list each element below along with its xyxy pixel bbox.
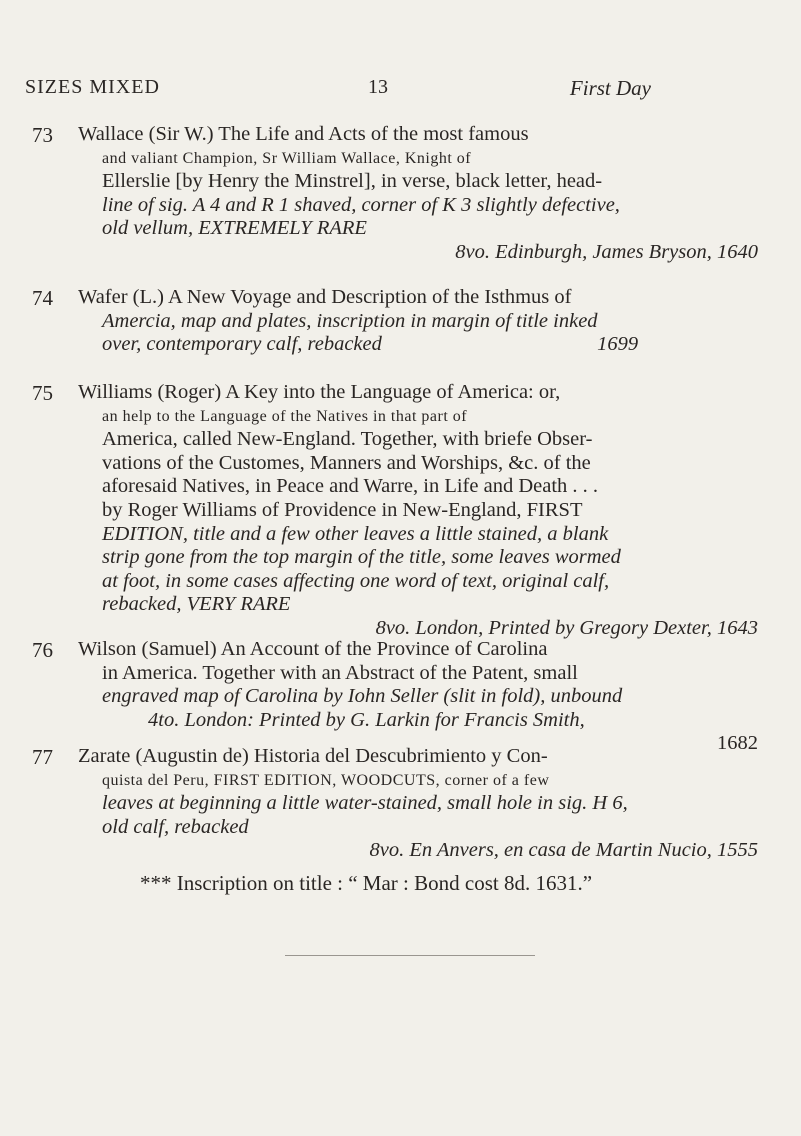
lot-description xyxy=(78,638,778,756)
lot-line: leaves at beginning a little water-stained, small hole in sig. H 6, xyxy=(102,792,628,815)
running-head-right: First Day xyxy=(569,76,651,100)
lot-description xyxy=(78,123,778,265)
lot-line: Zarate (Augustin de) Historia del Descubrimiento y Con- xyxy=(78,745,548,767)
lot-line: Amercia, map and plates, inscription in margin of title inked xyxy=(102,309,598,332)
lot-imprint: 8vo. Edinburgh, James Bryson, 1640 xyxy=(455,240,758,263)
lot-number: 77 xyxy=(32,745,53,769)
lot-line: line of sig. A 4 and R 1 shaved, corner of K 3 slightly defective, xyxy=(102,193,620,216)
lot-number: 75 xyxy=(32,381,53,405)
lot-imprint: 8vo. London, Printed by Gregory Dexter, 1643 xyxy=(375,616,758,639)
lot-line: in America. Together with an Abstract of the Patent, small xyxy=(102,661,578,684)
lot-note: *** Inscription on title : “ Mar : Bond cost 8d. 1631.” xyxy=(140,871,593,895)
lot-line: by Roger Williams of Providence in New-England, FIRST xyxy=(102,498,583,521)
lot-line: Wafer (L.) A New Voyage and Description of the Isthmus of xyxy=(78,286,572,308)
lot-number: 74 xyxy=(32,286,53,310)
lot-line: Ellerslie [by Henry the Minstrel], in verse, black letter, head- xyxy=(102,170,603,193)
lot-number: 73 xyxy=(32,123,53,147)
lot-line: Wallace (Sir W.) The Life and Acts of the most famous xyxy=(78,123,529,145)
lot-line: at foot, in some cases affecting one word of text, original calf, xyxy=(102,569,610,592)
divider-rule xyxy=(285,955,535,956)
lot-number: 76 xyxy=(32,638,53,662)
lot-line: over, contemporary calf, rebacked 1699 xyxy=(102,333,639,356)
lot-line: quista del Peru, FIRST EDITION, WOODCUTS, corner of a few xyxy=(102,771,550,789)
lot-line: engraved map of Carolina by Iohn Seller (slit in fold), unbound xyxy=(102,685,623,708)
lot-line: Williams (Roger) A Key into the Language of America: or, xyxy=(78,381,561,403)
page-number: 13 xyxy=(368,76,388,98)
page-header xyxy=(0,76,801,106)
lot-imprint-year: 1682 xyxy=(717,732,758,755)
lot-description xyxy=(78,381,778,641)
lot-line: aforesaid Natives, in Peace and Warre, in Life and Death . . . xyxy=(102,475,599,498)
lot-line: old calf, rebacked xyxy=(102,815,249,838)
lot-line: Wilson (Samuel) An Account of the Province of Carolina xyxy=(78,638,548,660)
lot-description xyxy=(78,286,778,357)
lot-imprint: 4to. London: Printed by G. Larkin for Francis Smith, xyxy=(148,708,585,731)
lot-line: strip gone from the top margin of the title, some leaves wormed xyxy=(102,546,621,569)
lot-description xyxy=(78,745,778,863)
lot-imprint: 8vo. En Anvers, en casa de Martin Nucio, 1555 xyxy=(369,839,758,862)
lot-line: EDITION, title and a few other leaves a little stained, a blank xyxy=(102,522,609,545)
lot-line: and valiant Champion, Sr William Wallace, Knight of xyxy=(102,149,472,167)
lot-line: rebacked, VERY RARE xyxy=(102,593,291,616)
lot-line: an help to the Language of the Natives in that part of xyxy=(102,407,468,425)
lot-line: old vellum, EXTREMELY RARE xyxy=(102,217,367,240)
running-head-left: SIZES MIXED xyxy=(25,76,160,98)
lot-line: America, called New-England. Together, with briefe Obser- xyxy=(102,428,593,451)
lot-line: vations of the Customes, Manners and Worships, &c. of the xyxy=(102,451,591,474)
